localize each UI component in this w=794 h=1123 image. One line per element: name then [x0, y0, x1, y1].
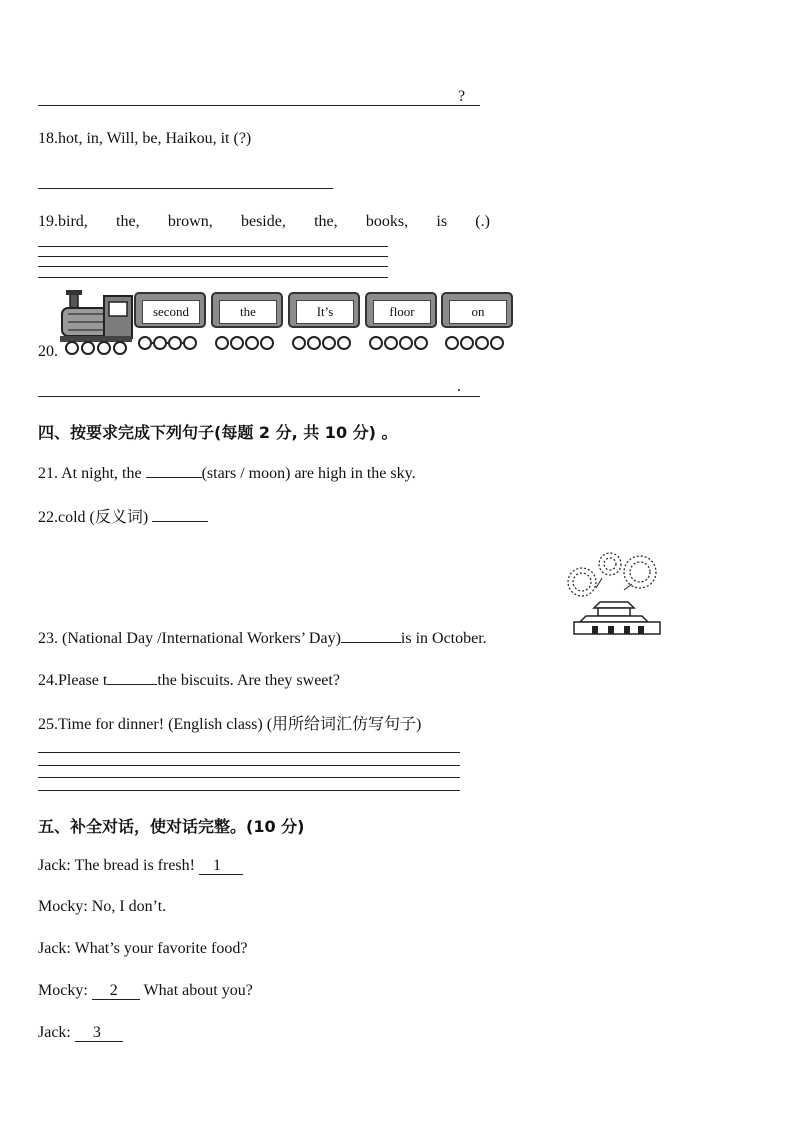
q24-prefix: 24.Please t [38, 672, 108, 689]
q21-prompt [38, 463, 416, 483]
blank-number: 3 [92, 1024, 101, 1041]
q24-prompt [38, 670, 340, 690]
dialogue-line-4 [38, 982, 253, 1000]
q22-blank[interactable] [152, 507, 208, 522]
q20-number: 20. [38, 343, 58, 360]
tiananmen-fireworks-icon [562, 550, 666, 638]
q20-answer-line[interactable] [38, 396, 480, 397]
q21-suffix: (stars / moon) are high in the sky. [201, 465, 416, 482]
train-wheels-icon [130, 330, 520, 354]
train-car [134, 292, 206, 332]
train-car [441, 292, 513, 332]
dialogue-blank-2[interactable] [92, 982, 140, 1000]
q17-answer-line[interactable] [38, 105, 480, 106]
train-car-word: It’s [296, 300, 354, 324]
q19-answer-line[interactable] [38, 256, 388, 257]
dialogue-line-1 [38, 857, 243, 875]
train-car [365, 292, 437, 332]
q23-prompt [38, 628, 487, 648]
dialogue-line-5-prefix: Jack: [38, 1024, 71, 1041]
q23-prefix: 23. (National Day /International Workers’ Day) [38, 630, 341, 647]
train-car [288, 292, 360, 332]
q25-prompt: 25.Time for dinner! (English class) (用所给词汇仿写句子) [38, 716, 422, 733]
q19-answer-line[interactable] [38, 277, 388, 278]
dialogue-line-5 [38, 1024, 123, 1042]
dialogue-line-4-suffix: What about you? [143, 982, 253, 999]
q24-suffix: the biscuits. Are they sweet? [157, 672, 340, 689]
q19-word: books, [365, 213, 409, 230]
q21-blank[interactable] [146, 463, 202, 478]
q22-prefix: 22.cold (反义词) [38, 509, 149, 526]
q19-answer-line[interactable] [38, 246, 388, 247]
q19-answer-line[interactable] [38, 266, 388, 267]
train-car-word: the [219, 300, 277, 324]
q23-suffix: is in October. [400, 630, 487, 647]
blank-number: 1 [212, 857, 221, 874]
dialogue-line-4-prefix: Mocky: [38, 982, 88, 999]
q19-word: beside, [240, 213, 286, 230]
locomotive-icon [60, 290, 134, 356]
q21-prefix: 21. At night, the [38, 465, 142, 482]
dialogue-line-3: Jack: What’s your favorite food? [38, 940, 248, 957]
q25-answer-line[interactable] [38, 777, 460, 778]
q20-end-mark: . [457, 378, 461, 395]
q24-blank[interactable] [107, 670, 157, 685]
q18-answer-line[interactable] [38, 188, 333, 189]
section-5-title: 五、补全对话，使对话完整。(10 分) [38, 817, 305, 836]
dialogue-blank-1[interactable] [199, 857, 243, 875]
q19-word: the, [314, 213, 338, 230]
q19-word: brown, [167, 213, 213, 230]
q23-blank[interactable] [341, 628, 401, 643]
train-car-word: floor [373, 300, 431, 324]
q25-answer-line[interactable] [38, 752, 460, 753]
q22-prompt [38, 504, 208, 527]
q19-word: is [436, 213, 448, 230]
dialogue-blank-3[interactable] [75, 1024, 123, 1042]
q25-answer-line[interactable] [38, 765, 460, 766]
train-car-word: second [142, 300, 200, 324]
blank-number: 2 [109, 982, 118, 999]
q19-word: (.) [475, 213, 490, 230]
train-car [211, 292, 283, 332]
dialogue-line-2: Mocky: No, I don’t. [38, 898, 167, 915]
train-car-word: on [449, 300, 507, 324]
section-4-title: 四、按要求完成下列句子(每题 2 分, 共 10 分) 。 [38, 423, 398, 442]
q19-prompt [38, 213, 490, 231]
q18-prompt: 18.hot, in, Will, be, Haikou, it (?) [38, 130, 252, 147]
q17-end-mark: ? [458, 88, 466, 105]
q25-answer-line[interactable] [38, 790, 460, 791]
q19-word: the, [116, 213, 140, 230]
q19-word: 19.bird, [38, 213, 88, 230]
dialogue-line-1-text: Jack: The bread is fresh! [38, 857, 195, 874]
